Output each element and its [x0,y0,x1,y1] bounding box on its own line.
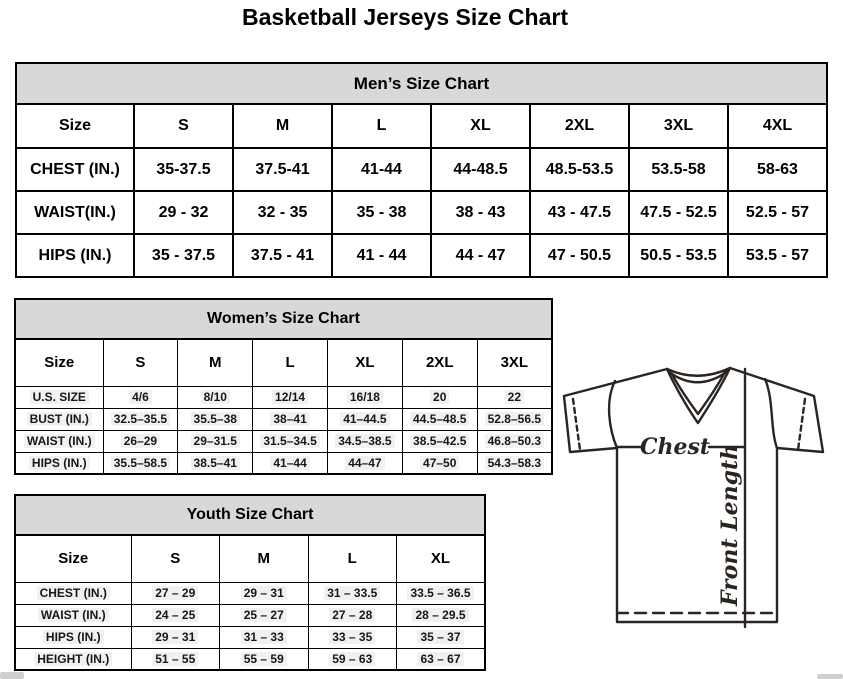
page-title: Basketball Jerseys Size Chart [241,4,568,30]
value-cell: 41–44.5 [327,408,402,430]
value-cell: 41 - 44 [332,234,431,277]
row-label: WAIST (IN.) [15,604,131,626]
table-row [16,104,827,148]
row-label: CHEST (IN.) [16,148,134,191]
value-cell: 24 – 25 [131,604,220,626]
armhole-seam-right [765,379,777,448]
value-cell: 59 – 63 [308,648,397,670]
horizontal-scrollbar-thumb-right[interactable] [817,674,843,679]
value-cell: 31 – 33 [220,626,309,648]
table-row [15,339,552,386]
cuff-stitch-left [573,399,580,450]
value-cell: 33 – 35 [308,626,397,648]
col-header: M [220,535,309,582]
value-cell: 58-63 [728,148,827,191]
row-label: CHEST (IN.) [15,582,131,604]
value-cell: 53.5 - 57 [728,234,827,277]
row-label: U.S. SIZE [15,386,103,408]
col-header: S [134,104,233,148]
table-row [15,386,552,408]
value-cell: 12/14 [253,386,328,408]
value-cell: 35 - 38 [332,191,431,234]
value-cell: 52.5 - 57 [728,191,827,234]
value-cell: 37.5 - 41 [233,234,332,277]
value-cell: 44.5–48.5 [402,408,477,430]
row-label: WAIST(IN.) [16,191,134,234]
value-cell: 35.5–58.5 [103,452,178,474]
value-cell: 35 - 37.5 [134,234,233,277]
row-label: HIPS (IN.) [16,234,134,277]
value-cell: 29 – 31 [220,582,309,604]
value-cell: 4/6 [103,386,178,408]
value-cell: 22 [477,386,552,408]
col-header: S [131,535,220,582]
table-row [15,495,485,535]
value-cell: 31.5–34.5 [253,430,328,452]
table-row [15,626,485,648]
value-cell: 32 - 35 [233,191,332,234]
value-cell: 41–44 [253,452,328,474]
value-cell: 35-37.5 [134,148,233,191]
value-cell: 29–31.5 [178,430,253,452]
value-cell: 47 - 50.5 [530,234,629,277]
youth-table-title: Youth Size Chart [15,495,485,535]
youth-size-chart-table [14,494,486,671]
mens-size-chart-table [15,62,828,278]
value-cell: 43 - 47.5 [530,191,629,234]
col-header: 4XL [728,104,827,148]
table-row [15,299,552,339]
table-row [16,234,827,277]
col-header: 2XL [402,339,477,386]
value-cell: 38.5–41 [178,452,253,474]
col-header: 2XL [530,104,629,148]
col-header: M [178,339,253,386]
mens-table-title: Men’s Size Chart [16,63,827,104]
value-cell: 35 – 37 [397,626,486,648]
value-cell: 29 - 32 [134,191,233,234]
value-cell: 16/18 [327,386,402,408]
value-cell: 44–47 [327,452,402,474]
col-header: 3XL [477,339,552,386]
value-cell: 35.5–38 [178,408,253,430]
col-header: M [233,104,332,148]
value-cell: 34.5–38.5 [327,430,402,452]
value-cell: 47.5 - 52.5 [629,191,728,234]
value-cell: 63 – 67 [397,648,486,670]
value-cell: 38 - 43 [431,191,530,234]
col-header: 3XL [629,104,728,148]
value-cell: 47–50 [402,452,477,474]
value-cell: 38.5–42.5 [402,430,477,452]
row-label: HIPS (IN.) [15,452,103,474]
front-length-label: Front Length [717,443,743,607]
table-row [15,648,485,670]
armhole-seam-left [609,381,617,448]
col-header: XL [327,339,402,386]
value-cell: 29 – 31 [131,626,220,648]
table-row [16,191,827,234]
jersey-measurement-diagram [555,355,843,635]
value-cell: 44 - 47 [431,234,530,277]
row-label: BUST (IN.) [15,408,103,430]
value-cell: 25 – 27 [220,604,309,626]
value-cell: 55 – 59 [220,648,309,670]
value-cell: 51 – 55 [131,648,220,670]
col-header: XL [397,535,486,582]
horizontal-scrollbar-thumb-left[interactable] [0,672,24,679]
womens-size-chart-table [14,298,553,475]
value-cell: 46.8–50.3 [477,430,552,452]
table-row [15,430,552,452]
womens-table-title: Women’s Size Chart [15,299,552,339]
col-header: Size [15,339,103,386]
value-cell: 48.5-53.5 [530,148,629,191]
row-label: WAIST (IN.) [15,430,103,452]
value-cell: 44-48.5 [431,148,530,191]
value-cell: 26–29 [103,430,178,452]
value-cell: 38–41 [253,408,328,430]
col-header: XL [431,104,530,148]
chest-label: Chest [639,434,711,460]
table-row [15,582,485,604]
value-cell: 50.5 - 53.5 [629,234,728,277]
col-header: L [332,104,431,148]
value-cell: 27 – 28 [308,604,397,626]
value-cell: 33.5 – 36.5 [397,582,486,604]
value-cell: 41-44 [332,148,431,191]
col-header: L [253,339,328,386]
row-label: HIPS (IN.) [15,626,131,648]
value-cell: 28 – 29.5 [397,604,486,626]
value-cell: 8/10 [178,386,253,408]
value-cell: 54.3–58.3 [477,452,552,474]
table-row [16,148,827,191]
col-header: Size [15,535,131,582]
row-label: HEIGHT (IN.) [15,648,131,670]
value-cell: 37.5-41 [233,148,332,191]
table-row [15,535,485,582]
value-cell: 32.5–35.5 [103,408,178,430]
col-header: Size [16,104,134,148]
table-row [15,408,552,430]
table-row [16,63,827,104]
value-cell: 27 – 29 [131,582,220,604]
value-cell: 31 – 33.5 [308,582,397,604]
value-cell: 20 [402,386,477,408]
value-cell: 52.8–56.5 [477,408,552,430]
col-header: S [103,339,178,386]
table-row [15,452,552,474]
table-row [15,604,485,626]
value-cell: 53.5-58 [629,148,728,191]
col-header: L [308,535,397,582]
cuff-stitch-right [798,399,805,450]
